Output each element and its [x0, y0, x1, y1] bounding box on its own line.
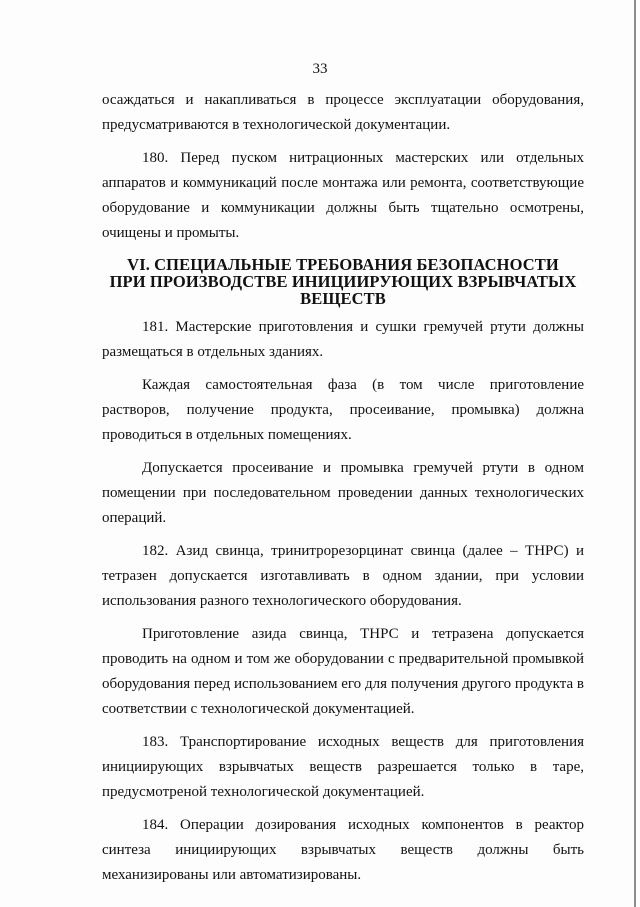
- paragraph-184: 184. Операции дозирования исходных компонентов в реактор синтеза инициирующих взрывчатых веществ должны быть механизированы или автоматизированы.: [102, 817, 584, 883]
- paragraph-181: 181. Мастерские приготовления и сушки гремучей ртути должны размещаться в отдельных зданиях.: [102, 319, 584, 360]
- scan-edge-line: [634, 0, 636, 907]
- paragraph-182-equipment: Приготовление азида свинца, ТНРС и тетразена допускается проводить на одном и том же оборудовании с предварительной промывкой оборудования перед использованием его для получения другого продукта в соответствии с технологической документацией.: [102, 626, 584, 717]
- paragraph-180: 180. Перед пуском нитрационных мастерских или отдельных аппаратов и коммуникаций после монтажа или ремонта, соответствующие оборудование и коммуникации должны быть тщательно осмотрены, очищены и промыты.: [102, 150, 584, 241]
- section-heading: [102, 256, 584, 307]
- paragraph-181-phases: Каждая самостоятельная фаза (в том числе приготовление растворов, получение продукта, просеивание, промывка) должна проводиться в отдельных помещениях.: [102, 377, 584, 443]
- paragraph-181-sieving: Допускается просеивание и промывка гремучей ртути в одном помещении при последовательном проведении данных технологических операций.: [102, 460, 584, 526]
- section-heading-line-3: ВЕЩЕСТВ: [300, 289, 386, 308]
- page-content: [102, 88, 584, 888]
- paragraph-182: 182. Азид свинца, тринитрорезорцинат свинца (далее – ТНРС) и тетразен допускается изготавливать в одном здании, при условии использования разного технологического оборудования.: [102, 543, 584, 609]
- paragraph-183: 183. Транспортирование исходных веществ для приготовления инициирующих взрывчатых веществ разрешается только в таре, предусмотреной технологической документацией.: [102, 734, 584, 800]
- section-heading-line-2: ПРИ ПРОИЗВОДСТВЕ ИНИЦИИРУЮЩИХ ВЗРЫВЧАТЫХ: [109, 272, 577, 291]
- paragraph-continuation: осаждаться и накапливаться в процессе эксплуатации оборудования, предусматриваются в технологической документации.: [102, 92, 584, 133]
- section-heading-line-1: VI. СПЕЦИАЛЬНЫЕ ТРЕБОВАНИЯ БЕЗОПАСНОСТИ: [127, 255, 559, 274]
- page-number: 33: [312, 61, 328, 77]
